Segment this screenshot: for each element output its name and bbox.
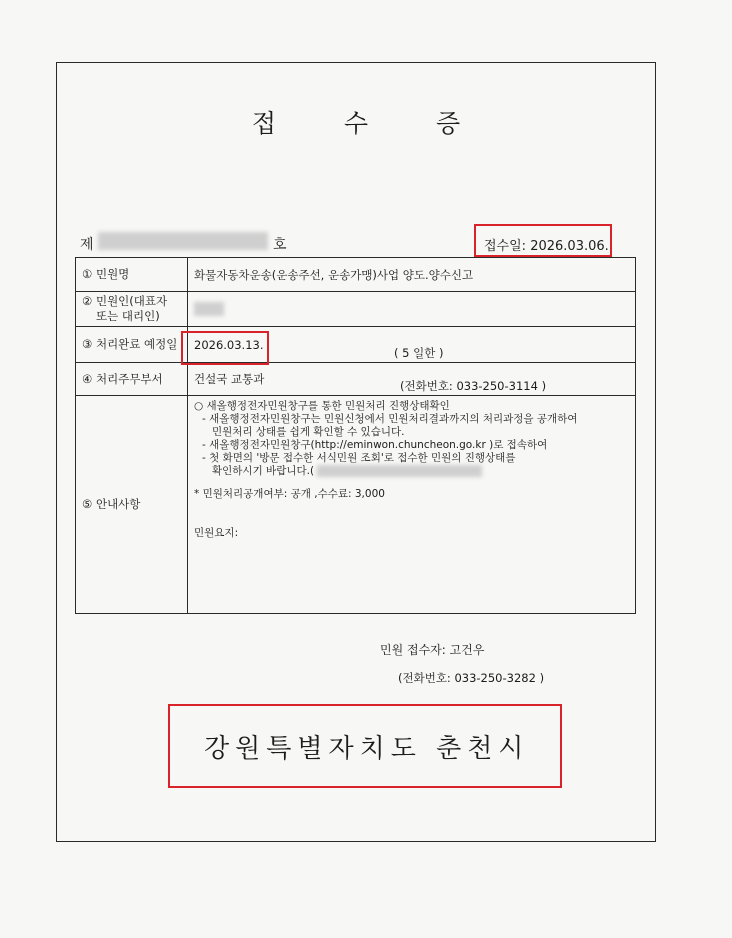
applicant-value [188, 292, 636, 327]
department-phone: (전화번호: 033-250-3114 ) [400, 379, 547, 393]
guide-label: ⑤ 안내사항 [76, 396, 188, 614]
redacted-guide-info [317, 465, 482, 477]
table-row [76, 258, 636, 292]
table-row [76, 292, 636, 327]
document-title: 접 수 증 [251, 109, 491, 138]
registration-prefix: 제 [80, 237, 94, 253]
redacted-applicant [194, 302, 224, 316]
due-date-label: ③ 처리완료 예정일 [76, 327, 188, 363]
issuer-box [168, 704, 562, 788]
receiver-phone: (전화번호: 033-250-3282 ) [398, 671, 545, 685]
guide-content [188, 396, 636, 614]
civil-name-label: ① 민원명 [76, 258, 188, 292]
due-date-value: 2026.03.13. [188, 327, 636, 363]
table-row [76, 396, 636, 614]
guide-line-2: - 새올행정전자민원창구는 민원신청에서 민원처리결과까지의 처리과정을 공개하여 [202, 413, 578, 425]
spacer [194, 478, 635, 488]
due-date-highlight [181, 331, 269, 365]
department-value: 건설국 교통과 [188, 363, 636, 396]
issuer-name: 강원특별자치도 춘천시 [204, 734, 530, 764]
guide-line-7: * 민원처리공개여부: 공개 ,수수료: 3,000 [194, 488, 385, 500]
applicant-label-line2: 또는 대리인) [96, 309, 160, 323]
applicant-label-line1: ② 민원인(대표자 [82, 294, 168, 308]
receiver-name: 민원 접수자: 고건우 [380, 643, 485, 657]
receipt-date-label: 접수일: [484, 239, 527, 254]
table-row [76, 363, 636, 396]
guide-line-6-text: 확인하시기 바랍니다.( [212, 465, 315, 477]
due-days: ( 5 일한 ) [394, 346, 444, 360]
receipt-table [75, 257, 636, 614]
table-row [76, 327, 636, 363]
applicant-label [76, 292, 188, 327]
registration-suffix: 호 [273, 237, 287, 253]
civil-name-value: 화물자동차운송(운송주선, 운송가맹)사업 양도.양수신고 [188, 258, 636, 292]
guide-line-3: 민원처리 상태를 쉽게 확인할 수 있습니다. [212, 426, 405, 438]
spacer [194, 501, 635, 527]
guide-line-1: ○ 새올행정전자민원창구를 통한 민원처리 진행상태확인 [194, 400, 450, 412]
receipt-date-value: 2026.03.06. [530, 239, 609, 254]
guide-line-4: - 새올행정전자민원창구(http://eminwon.chuncheon.go.kr )로 접속하여 [202, 439, 548, 451]
guide-line-6 [194, 465, 635, 478]
department-label: ④ 처리주무부서 [76, 363, 188, 396]
redacted-registration-number [98, 232, 268, 250]
guide-line-8: 민원요지: [194, 527, 239, 539]
guide-line-5: - 첫 화면의 '방문 접수한 서식민원 조회'로 접수한 민원의 진행상태를 [202, 452, 516, 464]
receipt-date-highlight [474, 224, 612, 257]
